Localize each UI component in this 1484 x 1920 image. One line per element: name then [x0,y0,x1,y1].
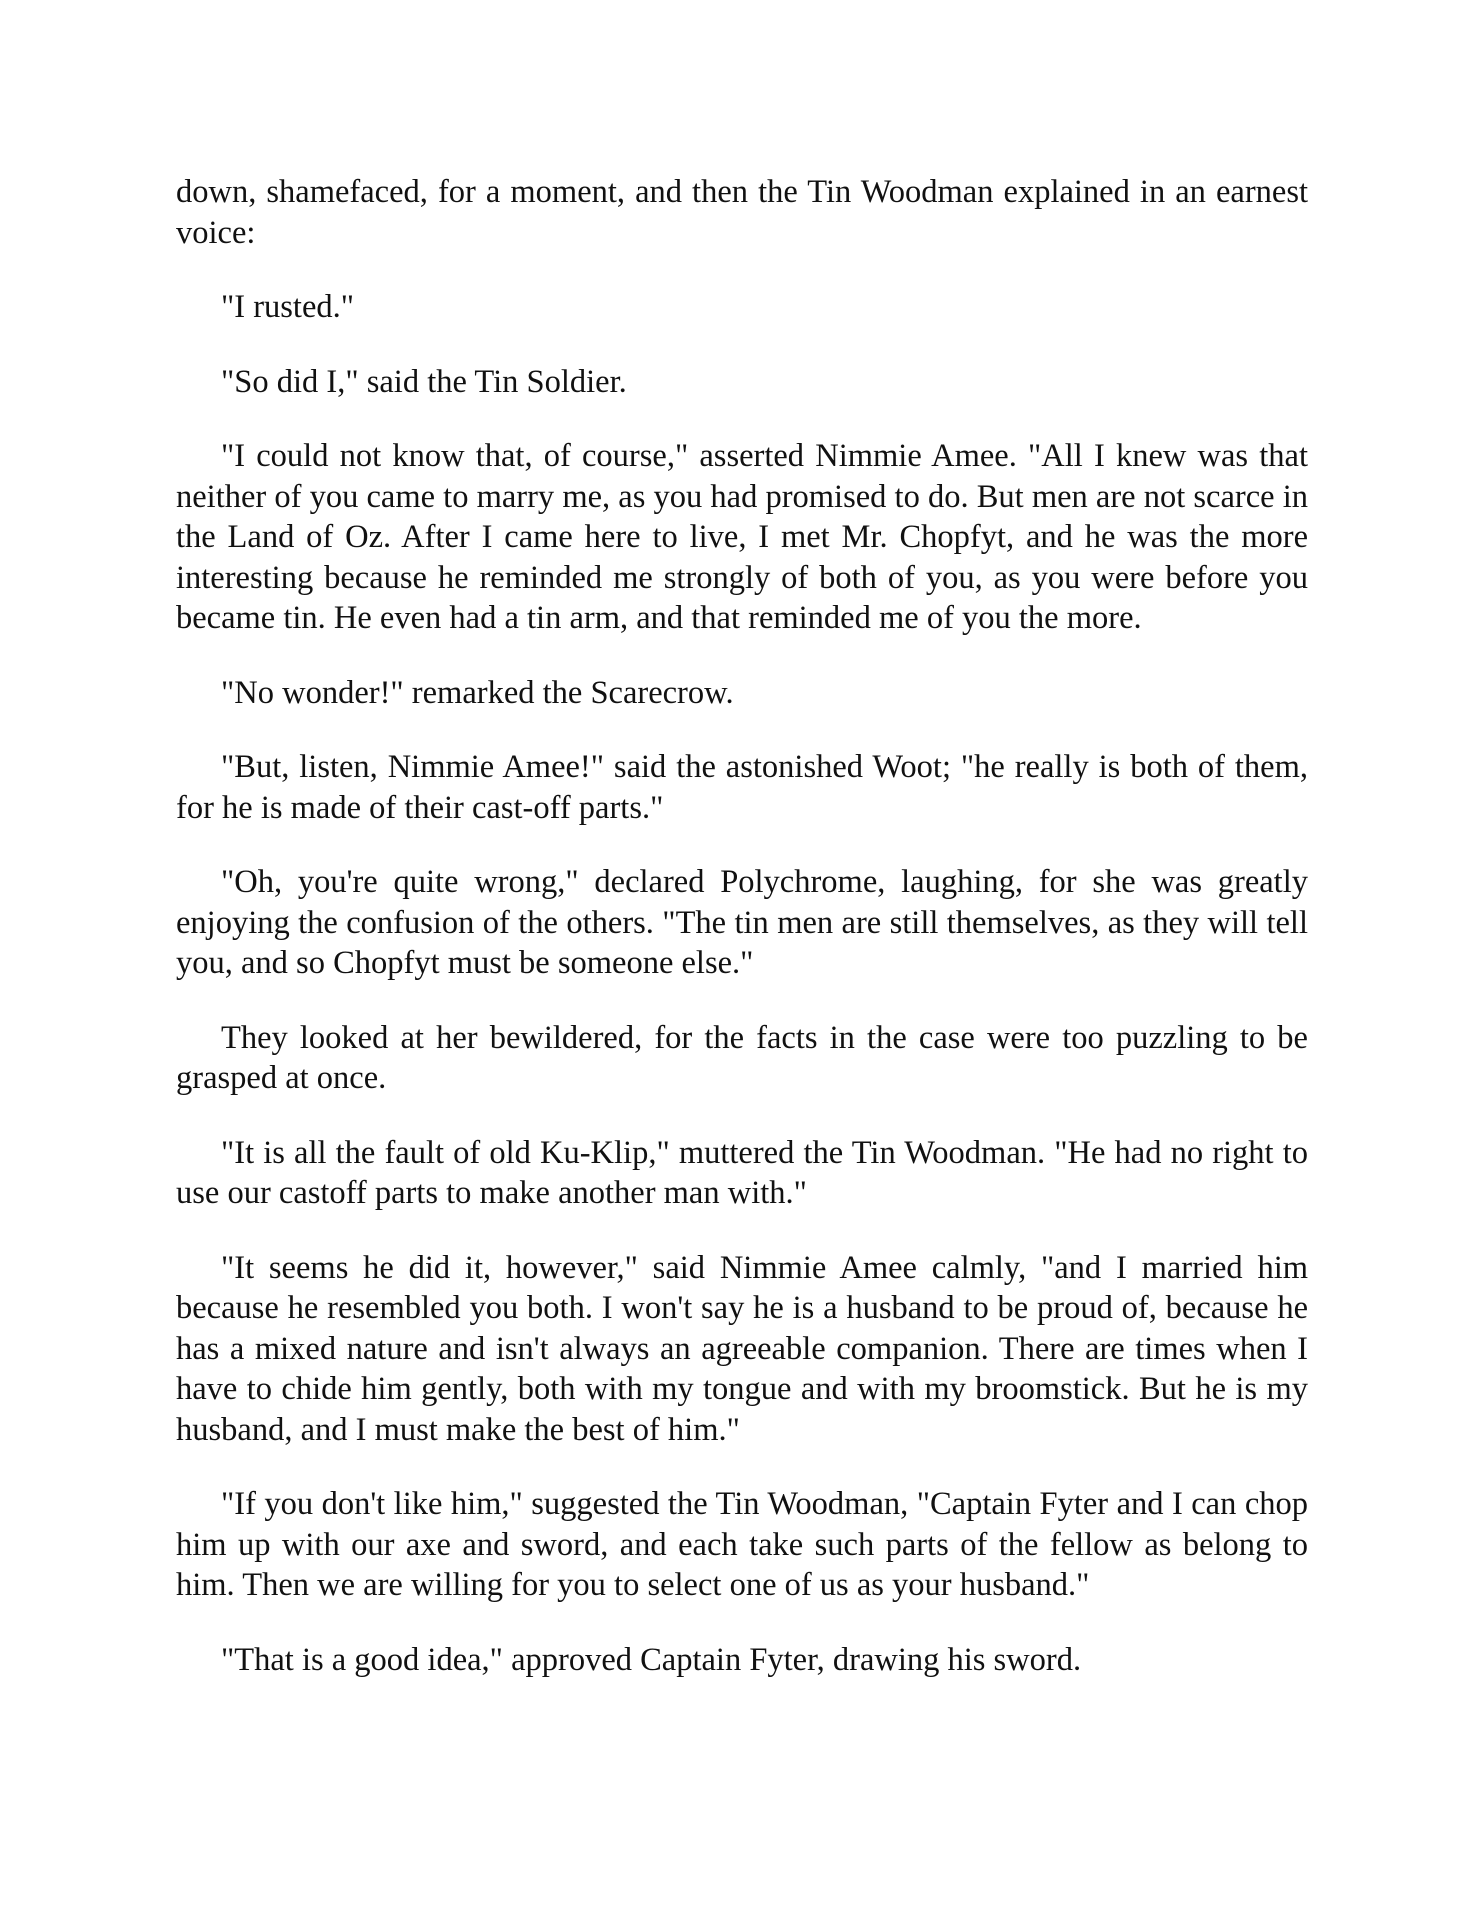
paragraph-dialogue: "That is a good idea," approved Captain Fyter, drawing his sword. [221,1641,1082,1678]
paragraph-dialogue: "I could not know that, of course," asserted Nimmie Amee. "All I knew was that neither of you came to marry me, as you had promised to do. But men are not scarce in the Land of Oz. After I came here to live, I met Mr. Chopfyt, and he was the more interesting because he reminded me strongly of both of you, as you were before you became tin. He even had a tin arm, and that reminded me of you the more. [176,438,1308,636]
paragraph-dialogue: "But, listen, Nimmie Amee!" said the astonished Woot; "he really is both of them, for he is made of their cast-off parts." [176,749,1308,826]
paragraph-dialogue: "It is all the fault of old Ku-Klip," muttered the Tin Woodman. "He had no right to use our castoff parts to make another man with." [176,1134,1308,1211]
paragraph-dialogue: "It seems he did it, however," said Nimmie Amee calmly, "and I married him because he resembled you both. I won't say he is a husband to be proud of, because he has a mixed nature and isn't always an agreeable companion. There are times when I have to chide him gently, both with my tongue and with my broomstick. But he is my husband, and I must make the best of him." [176,1249,1308,1448]
book-page [176,172,1308,1714]
paragraph-dialogue: "So did I," said the Tin Soldier. [221,363,627,400]
paragraph-dialogue: "Oh, you're quite wrong," declared Polychrome, laughing, for she was greatly enjoying the confusion of the others. "The tin men are still themselves, as they will tell you, and so Chopfyt must be someone else." [176,864,1308,981]
paragraph-dialogue: "If you don't like him," suggested the Tin Woodman, "Captain Fyter and I can chop him up with our axe and sword, and each take such parts of the fellow as belong to him. Then we are willing for you to select one of us as your husband." [176,1486,1308,1603]
paragraph-continued: down, shamefaced, for a moment, and then the Tin Woodman explained in an earnest voice: [176,174,1308,251]
paragraph-narration: They looked at her bewildered, for the facts in the case were too puzzling to be grasped at once. [176,1019,1308,1096]
paragraph-dialogue: "I rusted." [221,289,355,325]
paragraph-dialogue: "No wonder!" remarked the Scarecrow. [221,674,734,711]
